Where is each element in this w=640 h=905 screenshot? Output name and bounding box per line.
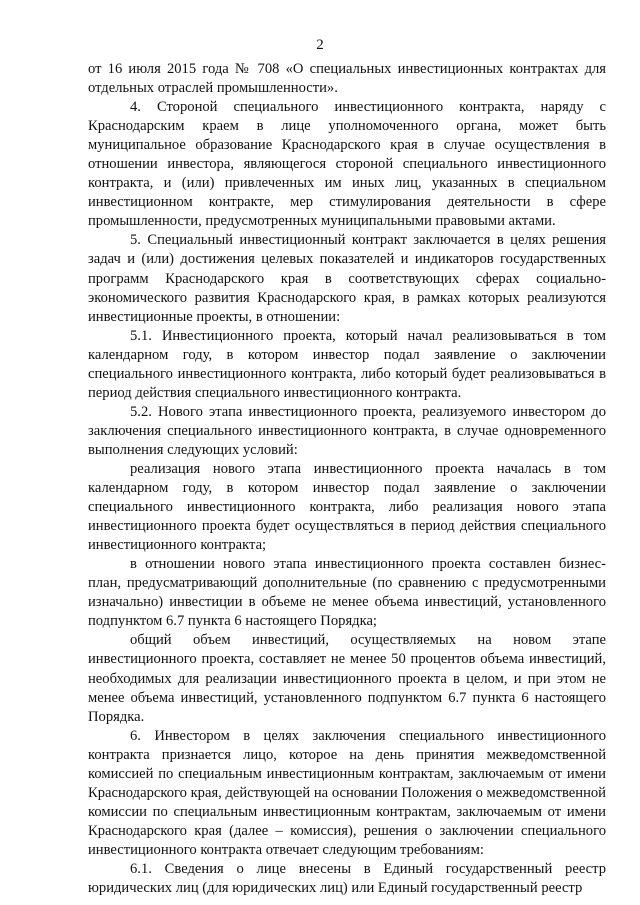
paragraph-item-5: 5. Специальный инвестиционный контракт заключается в целях решения задач и (или) достижения целевых показателей и индикаторов государственных программ Краснодарского края в соответствующих сферах социально-экономического развития Краснодарского края, в рамках которых реализуются инвестиционные проекты, в отношении: [88, 232, 606, 325]
paragraph-item-4: 4. Стороной специального инвестиционного контракта, наряду с Краснодарским краем в лице уполномоченного органа, может быть муниципальное образование Краснодарского края в случае осуществления в отношении инвестора, являющегося стороной специального инвестиционного контракта, и (или) привлеченных им иных лиц, указанных в специальном инвестиционном контракте, мер стимулирования деятельности в сфере промышленности, предусмотренных муниципальными правовыми актами. [88, 99, 606, 230]
paragraph-continuation: от 16 июля 2015 года № 708 «О специальных инвестиционных контрактах для отдельных отраслей промышленности». [88, 61, 606, 97]
paragraph-item-6-1: 6.1. Сведения о лице внесены в Единый государственный реестр юридических лиц (для юридических лиц) или Единый государственный реестр [88, 860, 606, 897]
paragraph-item-6: 6. Инвестором в целях заключения специального инвестиционного контракта признается лицо, которое на день принятия межведомственной комиссией по специальным инвестиционным контрактам, заключаемым от имени Краснодарского края, действующей на основании Положения о межведомственной комиссии по специальным инвестиционным контрактам, заключаемым от имени Краснодарского края (далее – комиссия), решения о заключении специального инвестиционного контракта отвечает следующим требованиям: [88, 727, 606, 858]
document-body [88, 60, 606, 898]
paragraph-item-5-1: 5.1. Инвестиционного проекта, который начал реализовываться в том календарном году, в котором инвестор подал заявление о заключении специального инвестиционного контракта, либо который будет реализовываться в период действия специального инвестиционного контракта. [88, 327, 606, 401]
paragraph-condition-2: в отношении нового этапа инвестиционного проекта составлен бизнес-план, предусматривающий дополнительные (по сравнению с предусмотренными изначально) инвестиции в объеме не менее объема инвестиций, установленного подпунктом 6.7 пункта 6 настоящего Порядка; [88, 556, 606, 630]
paragraph-condition-3: общий объем инвестиций, осуществляемых на новом этапе инвестиционного проекта, составляет не менее 50 процентов объема инвестиций, необходимых для реализации инвестиционного проекта в целом, и при этом не менее объема инвестиций, установленного подпунктом 6.7 пункта 6 настоящего Порядка. [88, 632, 606, 725]
page-number: 2 [316, 37, 324, 53]
paragraph-item-5-2: 5.2. Нового этапа инвестиционного проекта, реализуемого инвестором до заключения специального инвестиционного контракта, в случае одновременного выполнения следующих условий: [88, 403, 606, 458]
paragraph-condition-1: реализация нового этапа инвестиционного проекта началась в том календарном году, в котором инвестор подал заявление о заключении специального инвестиционного контракта, либо реализация нового этапа инвестиционного проекта будет осуществляться в период действия специального инвестиционного контракта; [88, 460, 606, 554]
